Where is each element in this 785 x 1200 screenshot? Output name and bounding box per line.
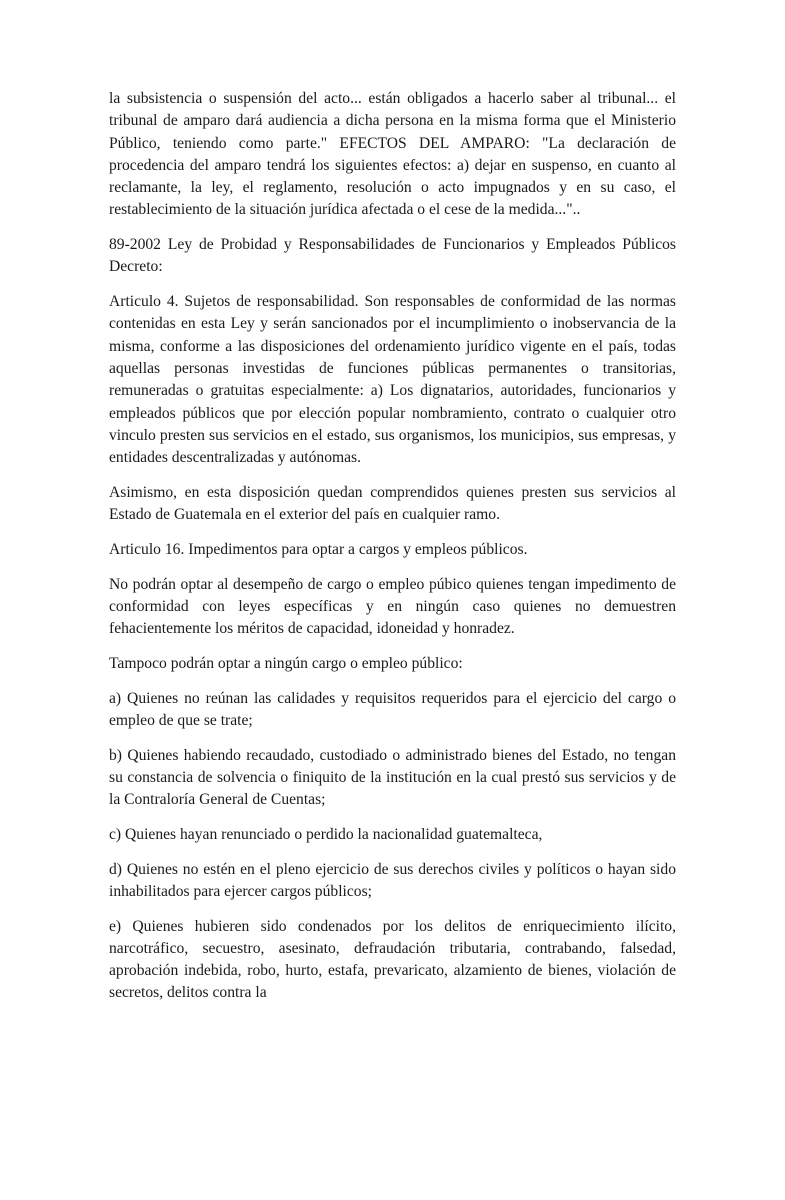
paragraph-amparo-effects: la subsistencia o suspensión del acto... están obligados a hacerlo saber al tribunal... el tribunal de amparo dará audiencia a dicha persona en la misma forma que el Ministerio Público, teniendo como parte." EFECTOS DEL AMPARO: "La declaración de procedencia del amparo tendrá los siguientes efectos: a) dejar en suspenso, en cuanto al reclamante, la ley, el reglamento, resolución o acto impugnados y en su caso, el restablecimiento de la situación jurídica afectada o el cese de la medida...".. (109, 90, 676, 219)
list-item-e: e) Quienes hubieren sido condenados por los delitos de enriquecimiento ilícito, narcotráfico, secuestro, asesinato, defraudación tributaria, contrabando, falsedad, aprobación indebida, robo, hurto, estafa, prevaricato, alzamiento de bienes, violación de secretos, delitos contra la (109, 917, 676, 1002)
list-item-b: b) Quienes habiendo recaudado, custodiado o administrado bienes del Estado, no tengan su constancia de solvencia o finiquito de la institución en la cual prestó sus servicios y de la Contraloría General de Cuentas; (109, 746, 676, 809)
paragraph-impediments-intro: Tampoco podrán optar a ningún cargo o empleo público: (109, 654, 463, 672)
list-item-a: a) Quienes no reúnan las calidades y requisitos requeridos para el ejercicio del cargo o empleo de que se trate; (109, 689, 676, 729)
document-page (109, 88, 676, 1005)
paragraph-article-16-heading: Articulo 16. Impedimentos para optar a cargos y empleos públicos. (109, 540, 528, 558)
list-item-c: c) Quienes hayan renunciado o perdido la nacionalidad guatemalteca, (109, 825, 543, 843)
paragraph-article-16-body: No podrán optar al desempeño de cargo o empleo púbico quienes tengan impedimento de conformidad con leyes específicas y en ningún caso quienes no demuestren fehacientemente los méritos de capacidad, idoneidad y honradez. (109, 575, 676, 638)
paragraph-decree-title: 89-2002 Ley de Probidad y Responsabilidades de Funcionarios y Empleados Públicos Decreto: (109, 236, 676, 276)
list-item-d: d) Quienes no estén en el pleno ejercicio de sus derechos civiles y políticos o hayan sido inhabilitados para ejercer cargos públicos; (109, 860, 676, 900)
paragraph-article-4: Articulo 4. Sujetos de responsabilidad. Son responsables de conformidad de las normas contenidas en esta Ley y serán sancionados por el incumplimiento o inobservancia de la misma, conforme a las disposiciones del ordenamiento jurídico vigente en el país, todas aquellas personas investidas de funciones públicas permanentes o transitorias, remuneradas o gratuitas especialmente: a) Los dignatarios, autoridades, funcionarios y empleados públicos que por elección popular nombramiento, contrato o cualquier otro vinculo presten sus servicios en el estado, sus organismos, los municipios, sus empresas, y entidades descentralizadas y autónomas. (109, 293, 676, 467)
paragraph-article-4-scope: Asimismo, en esta disposición quedan comprendidos quienes presten sus servicios al Estado de Guatemala en el exterior del país en cualquier ramo. (109, 483, 676, 524)
